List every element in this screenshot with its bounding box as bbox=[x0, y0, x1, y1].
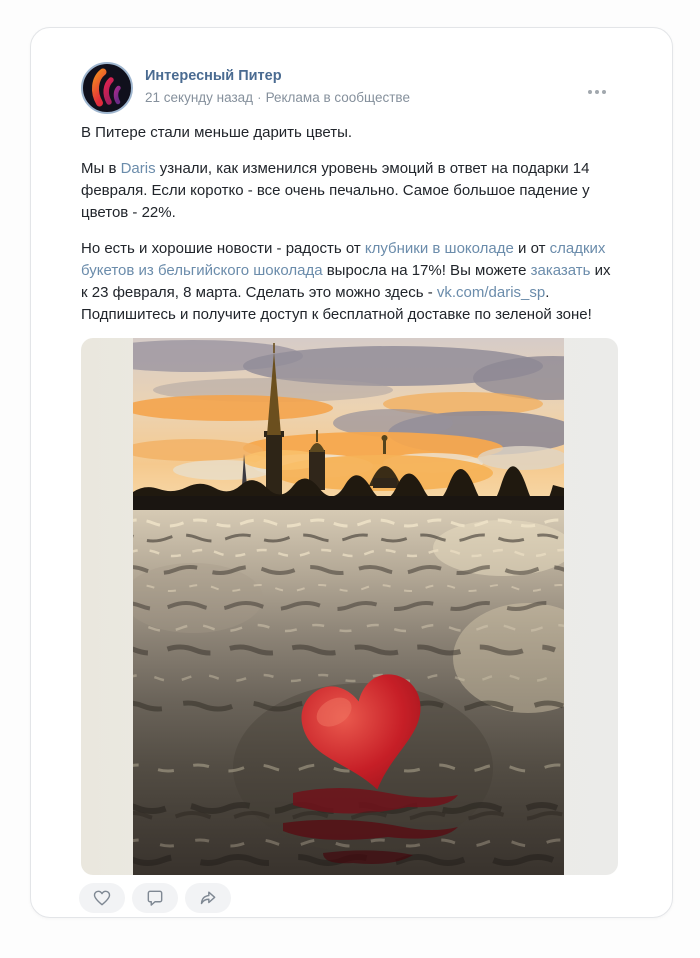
heart-icon bbox=[92, 888, 112, 908]
post-text-segment: и от bbox=[513, 240, 550, 257]
like-button[interactable] bbox=[79, 883, 125, 913]
header-info bbox=[145, 62, 410, 106]
post-text-segment: В Питере стали меньше дарить цветы. bbox=[81, 124, 353, 141]
ellipsis-icon bbox=[588, 90, 606, 94]
post-link[interactable]: vk.com/daris_sp bbox=[436, 284, 546, 301]
post-link[interactable]: клубники в шоколаде bbox=[364, 240, 514, 257]
subtitle-separator: · bbox=[257, 90, 262, 105]
ad-label: Реклама в сообществе bbox=[265, 90, 410, 105]
post-paragraph bbox=[81, 122, 616, 144]
post-actions bbox=[79, 883, 672, 913]
post-text-segment: Но есть и хорошие новости - радость от bbox=[81, 240, 365, 257]
share-button[interactable] bbox=[185, 883, 231, 913]
post-text-segment: узнали, как изменился уровень эмоций в ответ на подарки 14 февраля. Если коротко - все очень печально. Самое большое падение у цветов - 22%. bbox=[81, 160, 590, 221]
post-text-segment: их к 23 февраля, 8 марта. Сделать это можно здесь - bbox=[81, 262, 611, 301]
post-image[interactable] bbox=[81, 338, 618, 875]
post-link[interactable]: Daris bbox=[120, 160, 156, 177]
post-time[interactable]: 21 секунду назад bbox=[145, 90, 254, 105]
community-name[interactable]: Интересный Питер bbox=[145, 68, 282, 84]
post-link[interactable]: заказать bbox=[530, 262, 591, 279]
photo-illustration bbox=[133, 338, 564, 875]
comment-icon bbox=[145, 888, 165, 908]
post-link[interactable]: сладких букетов из бельгийского шоколада bbox=[81, 240, 606, 279]
post-subtitle bbox=[145, 89, 410, 106]
post-menu-button[interactable] bbox=[582, 84, 612, 100]
post-paragraph bbox=[81, 238, 616, 326]
share-icon bbox=[198, 888, 218, 908]
post-text-segment: . Подпишитесь и получите доступ к бесплатной доставке по зеленой зоне! bbox=[81, 284, 592, 323]
post-header bbox=[81, 62, 616, 114]
post-text bbox=[81, 122, 616, 326]
community-avatar[interactable] bbox=[81, 62, 133, 114]
community-logo-icon bbox=[81, 62, 133, 114]
post-text-segment: Мы в bbox=[81, 160, 121, 177]
post-card bbox=[30, 27, 673, 918]
post-text-segment: выросла на 17%! Вы можете bbox=[322, 262, 531, 279]
comment-button[interactable] bbox=[132, 883, 178, 913]
post-paragraph bbox=[81, 158, 616, 224]
